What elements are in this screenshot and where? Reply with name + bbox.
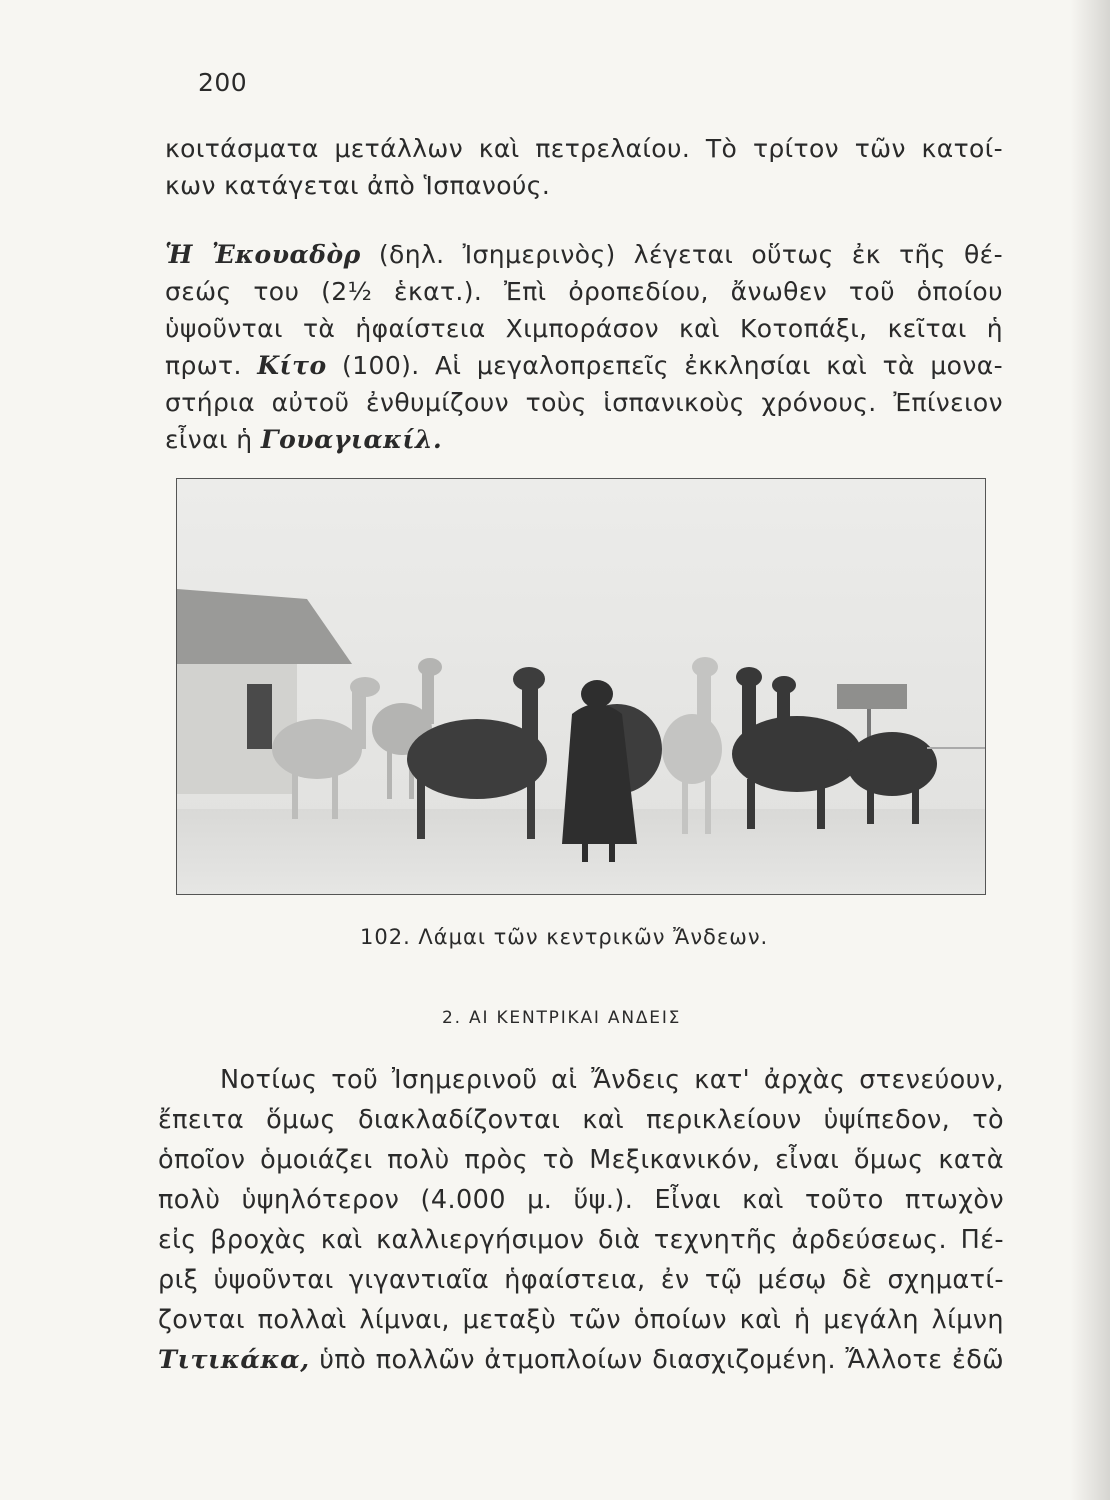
paragraph-3 <box>158 1060 1004 1380</box>
paragraph-line: κων κατάγεται ἀπὸ Ἱσπανούς. <box>165 171 551 200</box>
paragraph-line: ὑψοῦνται τὰ ἡφαίστεια Χιμποράσον καὶ Κοτοπάξι, κεῖται ἡ <box>165 314 1003 343</box>
line-text: (100). Αἱ μεγαλοπρεπεῖς ἐκκλησίαι καὶ τὰ μονα- <box>326 351 1004 380</box>
line-text: (δηλ. Ἰσημερινὸς) λέγεται οὕτως ἐκ τῆς θέ- <box>360 240 1003 269</box>
llamas-photo-illustration <box>177 479 985 894</box>
page-number: 200 <box>198 68 248 97</box>
paragraph-line: Νοτίως τοῦ Ἰσημερινοῦ αἱ Ἄνδεις κατ' ἀρχὰς στενεύουν, <box>220 1065 1004 1095</box>
place-name-titicaca: Τιτικάκα, <box>158 1345 310 1375</box>
line-text: πρωτ. <box>165 351 258 380</box>
paragraph-line <box>158 1340 1004 1380</box>
paragraph-line: στήρια αὐτοῦ ἐνθυμίζουν τοὺς ἱσπανικοὺς χρόνους. Ἐπίνειον <box>165 388 1003 417</box>
figure-caption: 102. Λάμαι τῶν κεντρικῶν Ἄνδεων. <box>360 925 769 949</box>
paragraph-1 <box>165 130 1003 204</box>
paragraph-line: κοιτάσματα μετάλλων καὶ πετρελαίου. Τὸ τρίτον τῶν κατοί- <box>165 134 1003 163</box>
paragraph-line: ὁποῖον ὁμοιάζει πολὺ πρὸς τὸ Μεξικανικόν, εἶναι ὅμως κατὰ <box>158 1145 1004 1175</box>
place-name-ecuador: Ἡ Ἐκουαδὸρ <box>165 240 361 269</box>
paragraph-line: εἰς βροχὰς καὶ καλλιεργήσιμον διὰ τεχνητῆς ἀρδεύσεως. Πέ- <box>158 1225 1004 1255</box>
place-name-quito: Κίτο <box>257 351 327 380</box>
line-text: ὑπὸ πολλῶν ἀτμοπλοίων διασχιζομένη. Ἄλλοτε ἐδῶ <box>309 1345 1004 1375</box>
paragraph-line: σεώς του (2½ ἑκατ.). Ἐπὶ ὀροπεδίου, ἄνωθεν τοῦ ὁποίου <box>165 277 1003 306</box>
page-gutter-shadow <box>1070 0 1110 1500</box>
place-name-guayaquil: Γουαγιακίλ. <box>260 425 443 454</box>
paragraph-line <box>165 236 1003 273</box>
paragraph-line <box>165 347 1003 384</box>
paragraph-line: ἔπειτα ὅμως διακλαδίζονται καὶ περικλείουν ὑψίπεδον, τὸ <box>158 1105 1004 1135</box>
line-text: εἶναι ἡ <box>165 425 261 454</box>
section-heading: 2. ΑΙ ΚΕΝΤΡΙΚΑΙ ΑΝΔΕΙΣ <box>442 1008 682 1028</box>
paragraph-line: ριξ ὑψοῦνται γιγαντιαῖα ἡφαίστεια, ἐν τῷ μέσῳ δὲ σχηματί- <box>158 1265 1004 1295</box>
paragraph-line: ζονται πολλαὶ λίμναι, μεταξὺ τῶν ὁποίων καὶ ἡ μεγάλη λίμνη <box>158 1305 1004 1335</box>
paragraph-line <box>165 421 1003 458</box>
paragraph-line: πολὺ ὑψηλότερον (4.000 μ. ὕψ.). Εἶναι καὶ τοῦτο πτωχὸν <box>158 1185 1004 1215</box>
llamas-photograph <box>176 478 986 895</box>
paragraph-2 <box>165 236 1003 458</box>
